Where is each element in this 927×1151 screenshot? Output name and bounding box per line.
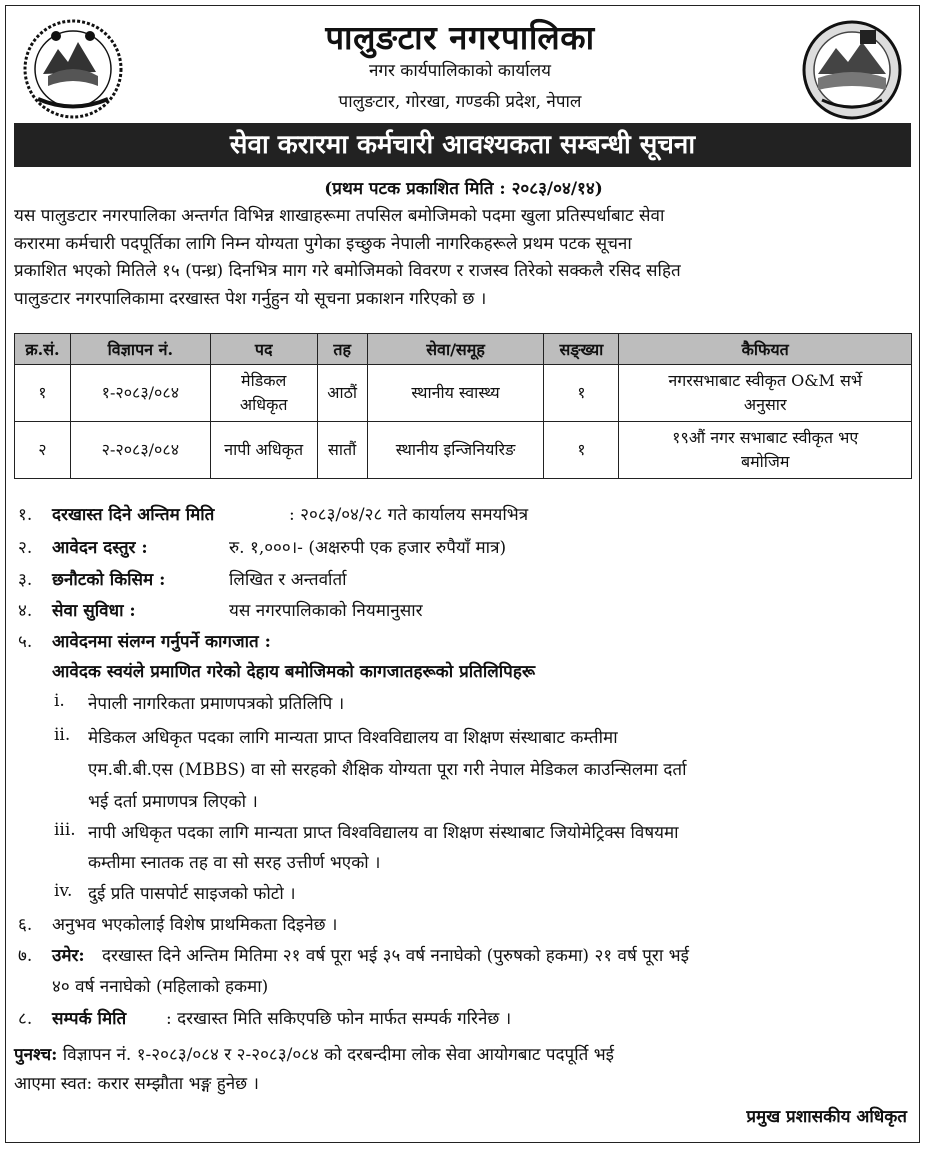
notice-title-banner: सेवा करारमा कर्मचारी आवश्यकता सम्बन्धी सूचना bbox=[14, 123, 911, 167]
item-number: ३. bbox=[18, 570, 33, 590]
col-header-service-group: सेवा/समूह bbox=[367, 334, 544, 365]
cell-remarks: नगरसभाबाट स्वीकृत O&M सर्भे अनुसार bbox=[619, 365, 912, 422]
intro-line: करारमा कर्मचारी पदपूर्तिका लागि निम्न योग्यता पुगेका इच्छुक नेपाली नागरिकहरूले प्रथम पटक सूचना bbox=[14, 233, 632, 254]
item-number: ४. bbox=[18, 601, 33, 621]
signatory-title: प्रमुख प्रशासकीय अधिकृत bbox=[746, 1107, 907, 1127]
col-header-serial: क्र.सं. bbox=[15, 334, 71, 365]
office-name: नगर कार्यपालिकाको कार्यालय bbox=[368, 61, 552, 81]
sub-item-text: मेडिकल अधिकृत पदका लागि मान्यता प्राप्त विश्वविद्यालय वा शिक्षण संस्थाबाट कम्तीमा bbox=[88, 728, 618, 748]
sub-item-text: दुई प्रति पासपोर्ट साइजको फोटो । bbox=[88, 884, 296, 904]
item-label: छनौटको किसिम : bbox=[52, 570, 166, 590]
sub-item-number: iv. bbox=[54, 881, 73, 901]
cell-post: नापी अधिकृत bbox=[210, 422, 317, 479]
item-value: यस नगरपालिकाको नियमानुसार bbox=[229, 601, 423, 621]
item-value: : दरखास्त मिति सकिएपछि फोन मार्फत सम्पर्क गरिनेछ । bbox=[166, 1009, 512, 1029]
cell-ad-number: २-२०८३/०८४ bbox=[70, 422, 210, 479]
cell-remarks: १९औं नगर सभाबाट स्वीकृत भए बमोजिम bbox=[619, 422, 912, 479]
municipality-logo-icon bbox=[800, 18, 904, 122]
item-label: सेवा सुविधा : bbox=[52, 601, 136, 621]
item-label: आवेदन दस्तुर : bbox=[52, 538, 148, 558]
cell-count: १ bbox=[544, 365, 619, 422]
postscript-text: आएमा स्वत: करार सम्झौता भङ्ग हुनेछ । bbox=[14, 1074, 259, 1094]
postscript-text: विज्ञापन नं. १-२०८३/०८४ र २-२०८३/०८४ को दरबन्दीमा लोक सेवा आयोगबाट पदपूर्ति भई bbox=[62, 1045, 615, 1065]
item-label: सम्पर्क मिति bbox=[52, 1009, 127, 1029]
postscript bbox=[14, 1042, 914, 1094]
intro-line: प्रकाशित भएको मितिले १५ (पन्ध्र) दिनभित्र माग गरे बमोजिमको विवरण र राजस्व तिरेको सक्कलै रसिद सहित bbox=[14, 261, 681, 281]
item-number: २. bbox=[18, 538, 33, 558]
sub-item-text: नापी अधिकृत पदका लागि मान्यता प्राप्त विश्वविद्यालय वा शिक्षण संस्थाबाट जियोमेट्रिक्स विषयमा bbox=[88, 823, 679, 843]
sub-item-text: कम्तीमा स्नातक तह वा सो सरह उत्तीर्ण भएको । bbox=[88, 853, 381, 873]
sub-item-text: नेपाली नागरिकता प्रमाणपत्रको प्रतिलिपि । bbox=[88, 694, 345, 714]
vacancy-table bbox=[14, 333, 912, 479]
item-value: अनुभव भएकोलाई विशेष प्राथमिकता दिइनेछ । bbox=[52, 915, 338, 935]
item-number: ७. bbox=[18, 946, 33, 966]
item-value: : २०८३/०४/२८ गते कार्यालय समयभित्र bbox=[289, 505, 529, 525]
cell-service-group: स्थानीय स्वास्थ्य bbox=[367, 365, 544, 422]
col-header-post: पद bbox=[210, 334, 317, 365]
postscript-label: पुनश्च: bbox=[14, 1045, 58, 1065]
nepal-emblem-icon bbox=[18, 14, 128, 124]
cell-serial: २ bbox=[15, 422, 71, 479]
col-header-level: तह bbox=[317, 334, 367, 365]
col-header-count: सङ्ख्या bbox=[544, 334, 619, 365]
col-header-remarks: कैफियत bbox=[619, 334, 912, 365]
item-value: रु. १,०००।- (अक्षरुपी एक हजार रुपैयाँ मात्र) bbox=[229, 538, 507, 558]
cell-service-group: स्थानीय इन्जिनियरिङ bbox=[367, 422, 544, 479]
sub-item-number: iii. bbox=[54, 820, 76, 840]
col-header-ad-number: विज्ञापन नं. bbox=[70, 334, 210, 365]
table-header-row bbox=[15, 334, 912, 365]
intro-line: यस पालुङटार नगरपालिका अन्तर्गत विभिन्न शाखाहरूमा तपसिल बमोजिमको पदमा खुला प्रतिस्पर्धाबाट सेवा bbox=[14, 206, 665, 226]
office-address: पालुङटार, गोरखा, गण्डकी प्रदेश, नेपाल bbox=[338, 92, 582, 112]
sub-item-number: i. bbox=[54, 691, 65, 711]
header bbox=[0, 0, 927, 120]
sub-item-text: एम.बी.बी.एस (MBBS) वा सो सरहको शैक्षिक योग्यता पूरा गरी नेपाल मेडिकल काउन्सिलमा दर्ता bbox=[88, 760, 687, 780]
item-label: दरखास्त दिने अन्तिम मिति bbox=[52, 505, 215, 525]
item-value: दरखास्त दिने अन्तिम मितिमा २१ वर्ष पूरा भई ३५ वर्ष ननाघेको (पुरुषको हकमा) २१ वर्ष पूरा भई bbox=[102, 946, 689, 966]
municipality-name: पालुङटार नगरपालिका bbox=[325, 18, 595, 57]
item-number: ६. bbox=[18, 915, 33, 935]
cell-level: सातौं bbox=[317, 422, 367, 479]
table-row bbox=[15, 422, 912, 479]
cell-ad-number: १-२०८३/०८४ bbox=[70, 365, 210, 422]
item-number: ८. bbox=[18, 1009, 33, 1029]
cell-post: मेडिकल अधिकृत bbox=[210, 365, 317, 422]
intro-line: पालुङटार नगरपालिकामा दरखास्त पेश गर्नुहुन यो सूचना प्रकाशन गरिएको छ । bbox=[14, 288, 487, 309]
item-number: ५. bbox=[18, 632, 33, 652]
intro-paragraph bbox=[14, 203, 914, 313]
publication-date: (प्रथम पटक प्रकाशित मिति : २०८३/०४/१४) bbox=[324, 179, 603, 199]
cell-level: आठौं bbox=[317, 365, 367, 422]
item-number: १. bbox=[18, 505, 33, 525]
item-label: उमेर: bbox=[52, 946, 85, 966]
item-label: आवेदनमा संलग्न गर्नुपर्ने कागजात : bbox=[52, 632, 271, 652]
table-row bbox=[15, 365, 912, 422]
item-subheading: आवेदक स्वयंले प्रमाणित गरेको देहाय बमोजिमको कागजातहरूको प्रतिलिपिहरू bbox=[52, 662, 536, 682]
cell-count: १ bbox=[544, 422, 619, 479]
item-value: लिखित र अन्तर्वार्ता bbox=[229, 570, 347, 590]
sub-item-text: भई दर्ता प्रमाणपत्र लिएको । bbox=[88, 792, 258, 812]
item-continuation: ४० वर्ष ननाघेको (महिलाको हकमा) bbox=[52, 977, 269, 997]
sub-item-number: ii. bbox=[54, 725, 71, 745]
cell-serial: १ bbox=[15, 365, 71, 422]
